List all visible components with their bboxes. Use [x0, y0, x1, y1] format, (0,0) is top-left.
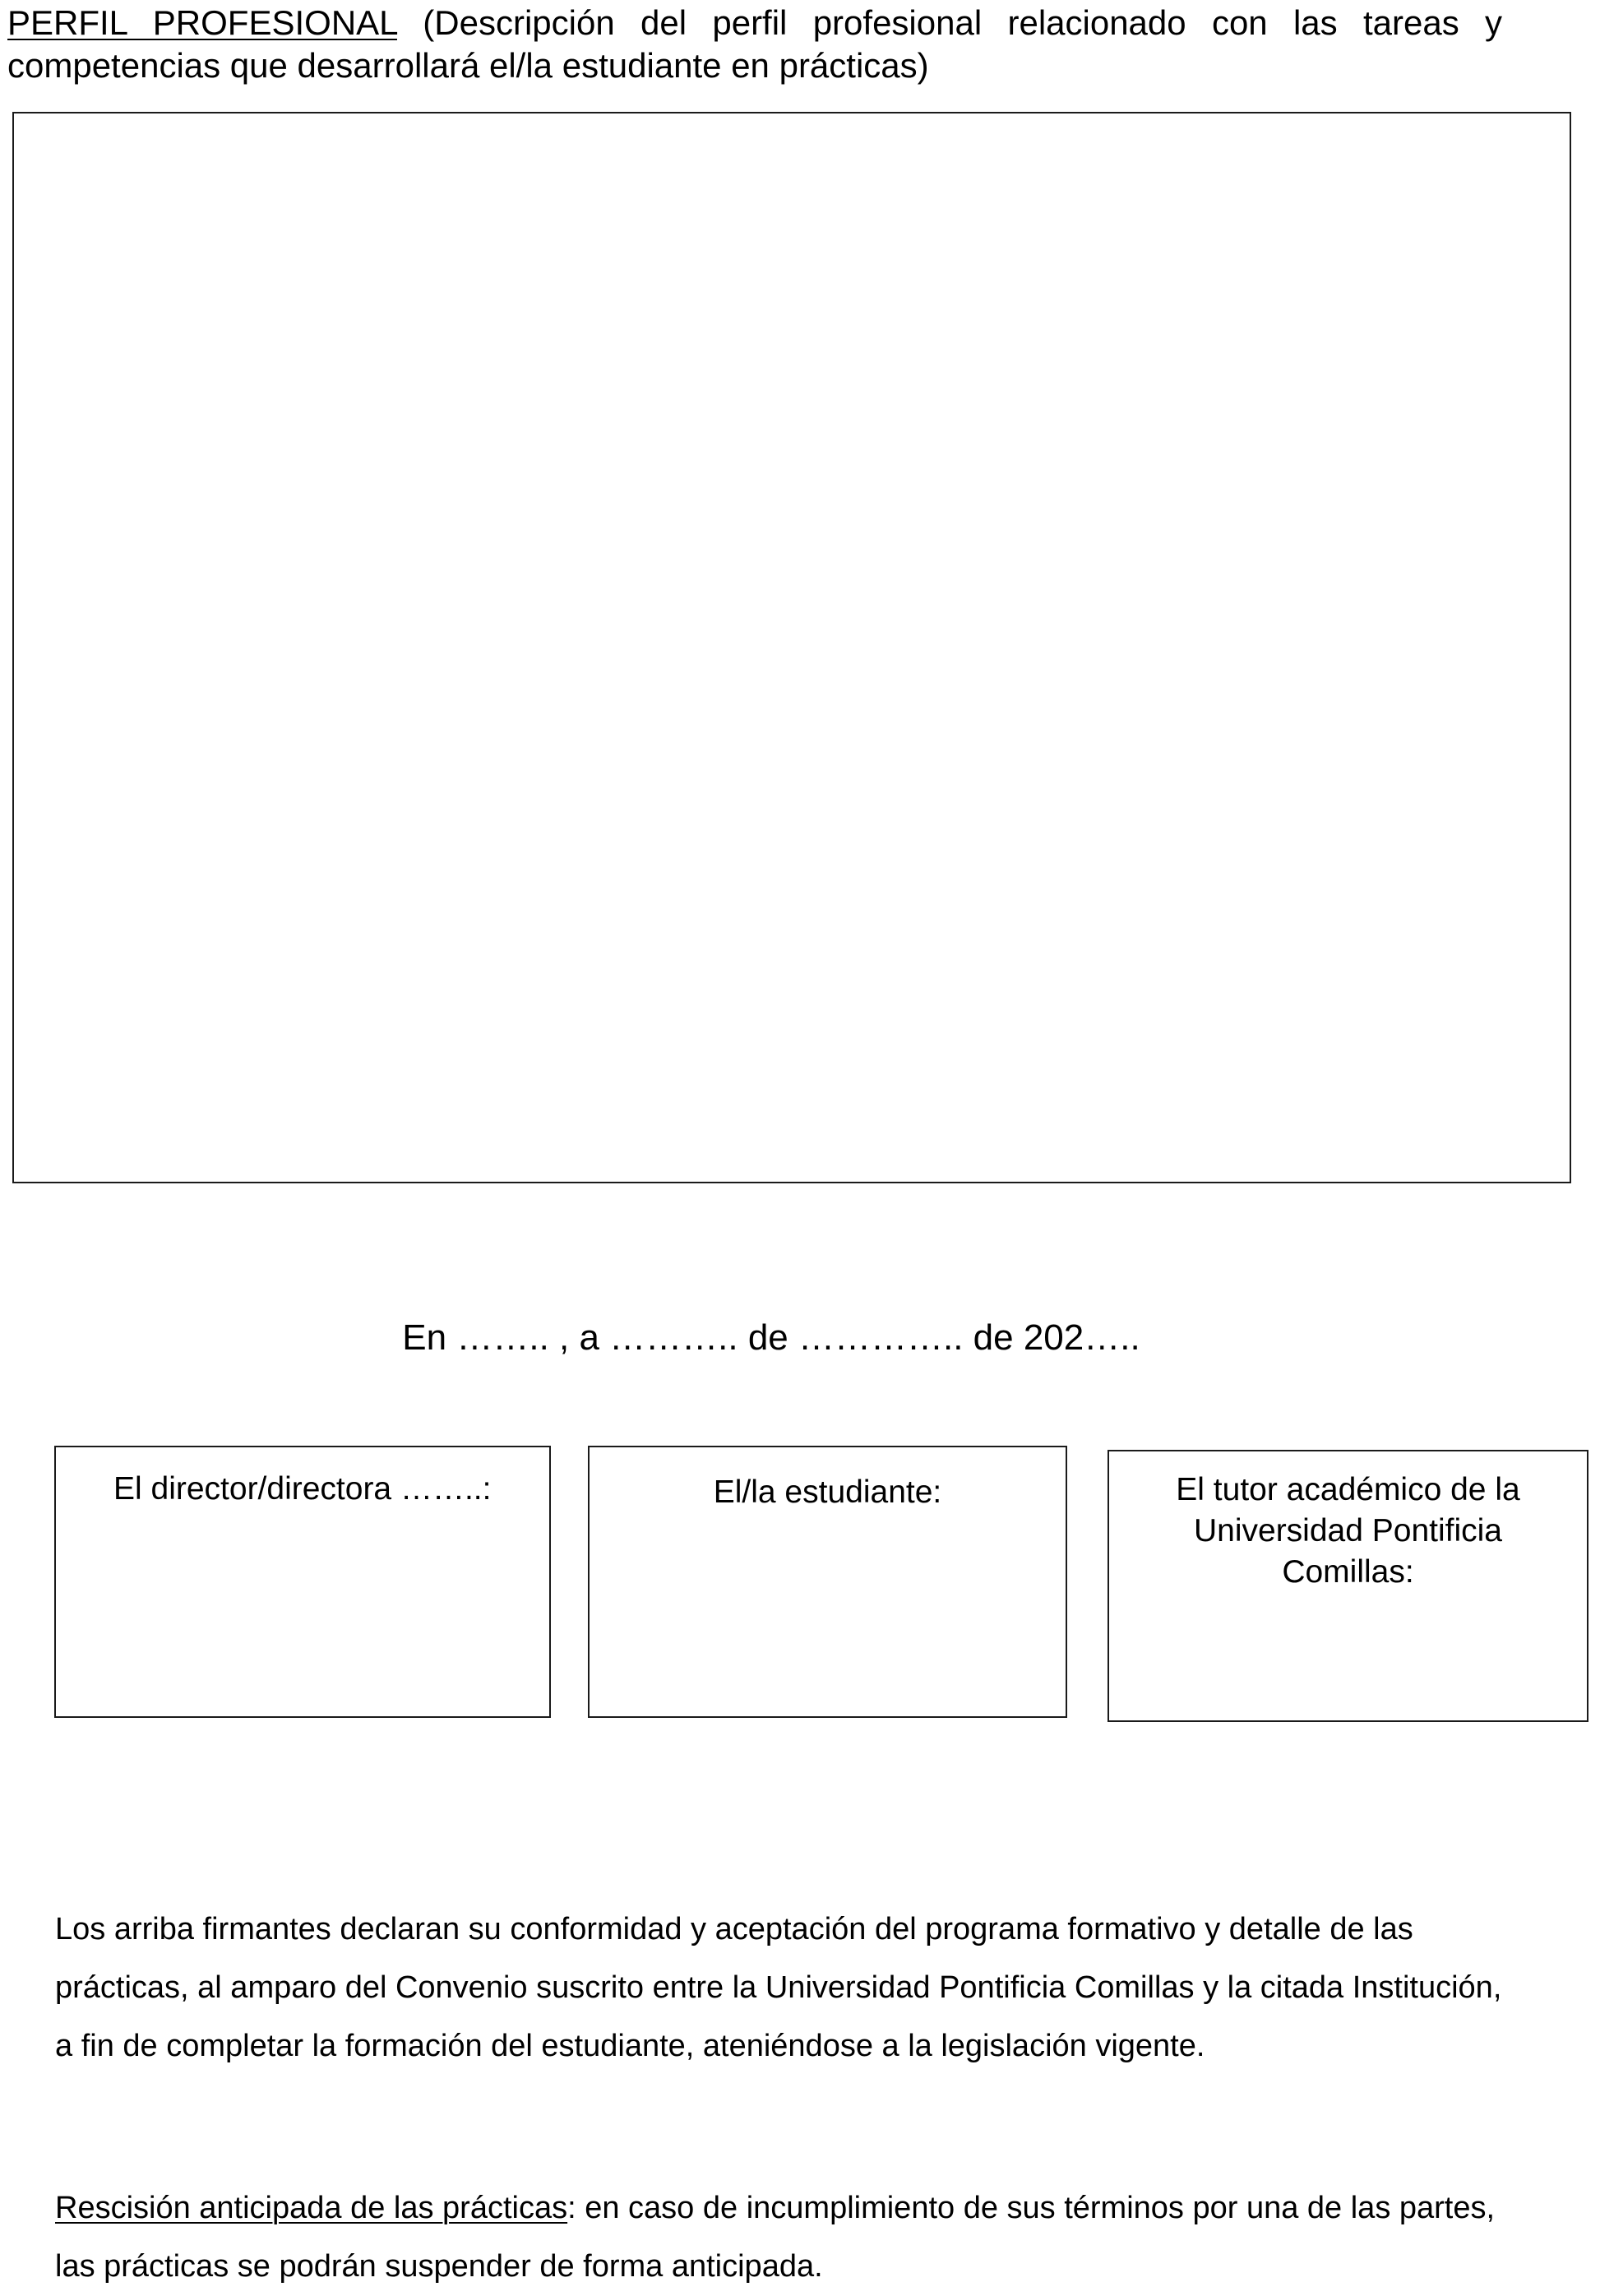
signature-label-director: El director/directora ……..: [113, 1471, 492, 1507]
signature-box-student[interactable] [588, 1446, 1067, 1718]
signature-box-director[interactable] [54, 1446, 551, 1718]
rescision-title: Rescisión anticipada de las prácticas [55, 2191, 568, 2225]
signature-label-tutor: El tutor académico de la Universidad Pontificia Comillas: [1176, 1472, 1520, 1590]
profile-description-box[interactable] [12, 112, 1571, 1183]
profile-heading-description: (Descripción del perfil profesional relacionado con las tareas y competencias que desarrollará el/la estudiante en prácticas) [7, 3, 1502, 85]
rescision-paragraph [55, 2179, 1514, 2296]
profile-heading [7, 2, 1502, 87]
signature-label-student: El/la estudiante: [713, 1474, 942, 1510]
profile-heading-title: PERFIL PROFESIONAL [7, 3, 397, 42]
signature-box-tutor[interactable] [1108, 1450, 1588, 1722]
date-place-line: En …….. , a ……….. de ………….. de 202….. [402, 1317, 1140, 1358]
declaration-paragraph: Los arriba firmantes declaran su conformidad y aceptación del programa formativo y detalle de las prácticas, al amparo del Convenio suscrito entre la Universidad Pontificia Comillas y la citada Institución, a fin de completar la formación del estudiante, ateniéndose a la legislación vigente. [55, 1912, 1502, 2063]
rescision-text: : en caso de incumplimiento de sus términos por una de las partes, las prácticas se podrán suspender de forma anticipada. [55, 2191, 1496, 2284]
